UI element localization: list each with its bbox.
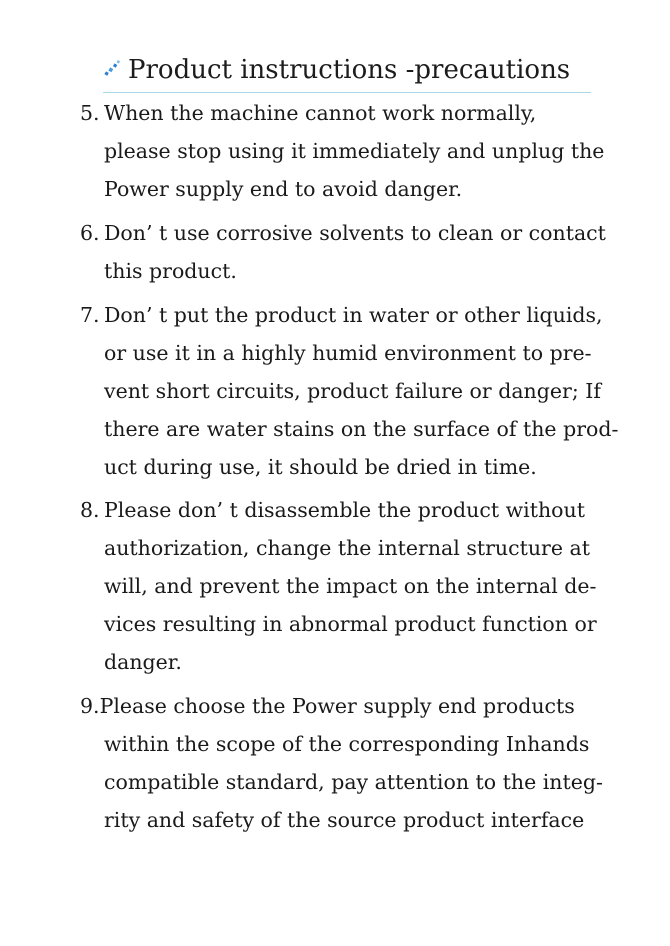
item-text-line: Don’ t use corrosive solvents to clean or contact	[104, 221, 606, 245]
item-number: 9.	[80, 694, 100, 718]
item-text-line: within the scope of the corresponding Inhands	[104, 732, 590, 756]
item-number: 7.	[80, 303, 100, 327]
precaution-item-7	[80, 296, 619, 486]
page-title: Product instructions -precautions	[128, 55, 571, 85]
item-text-line: there are water stains on the surface of the prod-	[104, 417, 619, 441]
item-text-line: this product.	[104, 259, 237, 283]
item-text-line: or use it in a highly humid environment to pre-	[104, 341, 592, 365]
item-text-line: vent short circuits, product failure or danger; If	[104, 379, 601, 403]
sparkle-icon	[103, 59, 123, 79]
precaution-item-8	[80, 491, 600, 681]
item-text-line: Power supply end to avoid danger.	[104, 177, 463, 201]
item-text-line: uct during use, it should be dried in time.	[104, 455, 537, 479]
item-text-line: compatible standard, pay attention to the integ-	[104, 770, 603, 794]
item-text-line: rity and safety of the source product interface	[104, 808, 585, 832]
item-number: 5.	[80, 101, 100, 125]
section-header	[103, 54, 591, 93]
item-text-line: please stop using it immediately and unplug the	[104, 139, 605, 163]
item-text-line: Please choose the Power supply end products	[99, 694, 575, 718]
item-number: 6.	[80, 221, 100, 245]
item-text-line: Don’ t put the product in water or other liquids,	[104, 303, 603, 327]
precaution-item-9	[80, 687, 603, 839]
precaution-item-6	[80, 214, 606, 290]
precaution-item-5	[80, 94, 605, 208]
item-text-line: authorization, change the internal structure at	[104, 536, 590, 560]
item-text-line: danger.	[104, 650, 182, 674]
item-text-line: vices resulting in abnormal product function or	[104, 612, 597, 636]
item-number: 8.	[80, 498, 100, 522]
item-text-line: will, and prevent the impact on the internal de-	[104, 574, 597, 598]
item-text-line: Please don’ t disassemble the product without	[104, 498, 585, 522]
item-text-line: When the machine cannot work normally,	[104, 101, 537, 125]
